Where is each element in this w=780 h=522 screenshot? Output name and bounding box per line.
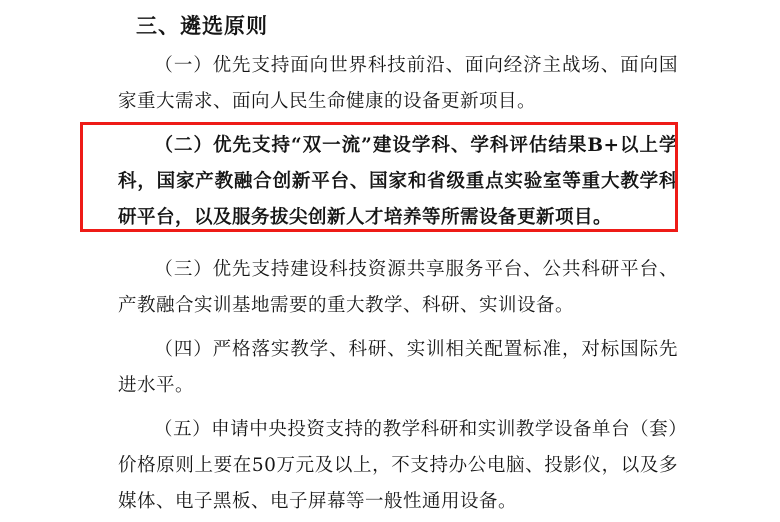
paragraph-text: [118, 252, 678, 324]
document-body: [118, 0, 678, 522]
paragraph-content: （四）严格落实教学、科研、实训相关配置标准，对标国际先进水平。: [118, 338, 678, 396]
paragraph-item-3: [118, 252, 678, 324]
paragraph-item-5: [118, 412, 678, 520]
paragraph-item-2-highlighted: [118, 128, 678, 236]
paragraph-content: （一）优先支持面向世界科技前沿、面向经济主战场、面向国家重大需求、面向人民生命健康的设备更新项目。: [118, 54, 678, 112]
paragraph-content: （二）优先支持“双一流”建设学科、学科评估结果B+以上学科，国家产教融合创新平台、国家和省级重点实验室等重大教学科研平台，以及服务拔尖创新人才培养等所需设备更新项目。: [118, 134, 678, 228]
paragraph-text: [118, 128, 678, 236]
paragraph-text: [118, 332, 678, 404]
paragraph-content: （三）优先支持建设科技资源共享服务平台、公共科研平台、产教融合实训基地需要的重大教学、科研、实训设备。: [118, 258, 678, 316]
paragraph-item-4: [118, 332, 678, 404]
paragraph-text: [118, 48, 678, 120]
section-heading: 三、遴选原则: [136, 13, 268, 38]
paragraph-content: （五）申请中央投资支持的教学科研和实训教学设备单台（套）价格原则上要在50万元及以上，不支持办公电脑、投影仪，以及多媒体、电子黑板、电子屏幕等一般性通用设备。: [118, 419, 678, 513]
paragraph-item-1: [118, 48, 678, 120]
paragraph-text: [118, 412, 678, 520]
